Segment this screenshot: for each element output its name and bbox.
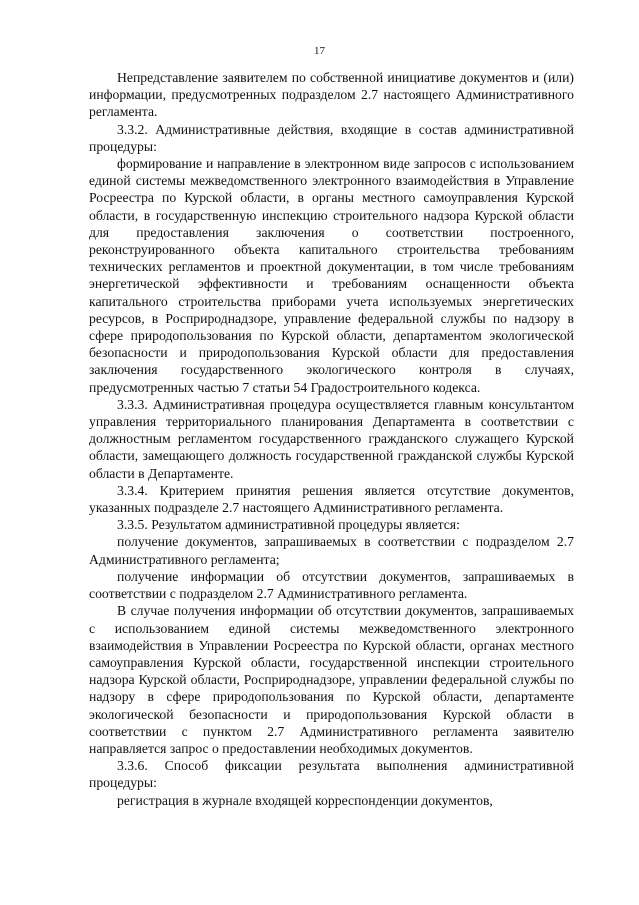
paragraph-result-absence: получение информации об отсутствии документов, запрашиваемых в соответствии с подразделом 2.7 Административного регламента. [89,568,574,602]
paragraph-3-3-5: 3.3.5. Результатом административной процедуры является: [117,517,460,533]
paragraph-result-documents: получение документов, запрашиваемых в соответствии с подразделом 2.7 Административного регламента; [89,534,574,567]
paragraph-3-3-4: 3.3.4. Критерием принятия решения является отсутствие документов, указанных подразделе 2.7 настоящего Административного регламента. [89,482,574,516]
paragraph-3-3-6: 3.3.6. Способ фиксации результата выполнения административной процедуры: [89,758,574,791]
paragraph-registration: регистрация в журнале входящей корреспонденции документов, [117,792,493,808]
document-body [89,69,574,809]
paragraph-requests-formation: формирование и направление в электронном виде запросов с использованием единой системы межведомственного электронного взаимодействия в Управление Росреестра по Курской области, в органы местного самоуправления Курской области, в государственную инспекцию строительного надзора Курской области для предоставления заключения о соответствии построенного, реконструированного объекта капитального строительства требованиям технических регламентов и проектной документации, в том числе требованиям энергетической эффективности и требованиям оснащенности объекта капитального строительства приборами учета используемых энергетических ресурсов, в Росприроднадзоре, управление федеральной службы по надзору в сфере природопользования по Курской области, департаментом экологической безопасности и природопользования Курской области для предоставления заключения государственного экологического контроля в случаях, предусмотренных частью 7 статьи 54 Градостроительного кодекса. [89,156,574,395]
paragraph-3-3-3: 3.3.3. Административная процедура осуществляется главным консультантом управления территориального планирования Департамента в соответствии с должностным регламентом государственного гражданского служащего Курской области, замещающего должность государственной гражданской службы Курской области в Департаменте. [89,396,574,481]
paragraph-3-3-2: 3.3.2. Административные действия, входящие в состав административной процедуры: [89,121,574,154]
paragraph-nonsubmission: Непредставление заявителем по собственной инициативе документов и (или) информации, предусмотренных подразделом 2.7 настоящего Административного регламента. [89,70,574,120]
paragraph-absence-case: В случае получения информации об отсутствии документов, запрашиваемых с использованием единой системы межведомственного электронного взаимодействия в Управлении Росреестра по Курской области, органах местного самоуправления Курской области, государственной инспекции строительного надзора Курской области, Росприроднадзоре, управлении федеральной службы по надзору в сфере природопользования по Курской области, департаменте экологической безопасности и природопользования Курской области в соответствии с пунктом 2.7 Административного регламента заявителю направляется запрос о предоставлении необходимых документов. [89,603,574,756]
page-number: 17 [314,45,325,57]
